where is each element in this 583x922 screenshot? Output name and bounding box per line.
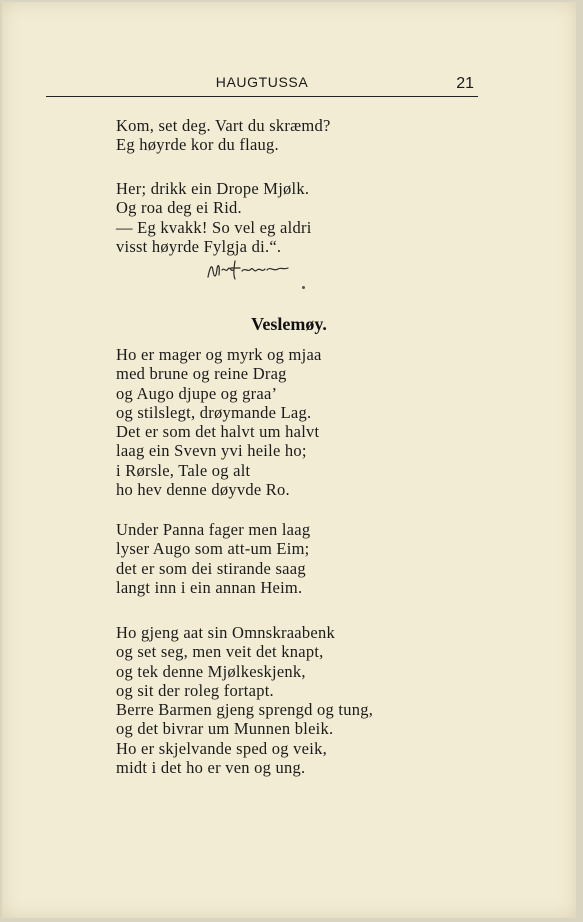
verse-line: Ho gjeng aat sin Omnskraabenk bbox=[116, 623, 335, 642]
verse-line: lyser Augo som att-um Eim; bbox=[116, 539, 310, 559]
verse-line: Ho er skjelvande sped og veik, bbox=[116, 738, 327, 758]
verse-line: Ho er mager og myrk og mjaa bbox=[116, 345, 322, 364]
poem-stanza-1 bbox=[116, 345, 322, 499]
verse-line: Eg høyrde kor du flaug. bbox=[116, 135, 279, 155]
page-header bbox=[46, 74, 478, 97]
verse-line: det er som dei stirande saag bbox=[116, 558, 306, 578]
poem-title: Veslemøy. bbox=[251, 314, 327, 334]
stanza-top-1 bbox=[116, 116, 331, 155]
verse-line: i Rørsle, Tale og alt bbox=[116, 460, 251, 480]
verse-line: Det er som det halvt um halvt bbox=[116, 422, 320, 442]
verse-line: midt i det ho er ven og ung. bbox=[116, 758, 306, 778]
verse-line: Under Panna fager men laag bbox=[116, 520, 311, 539]
verse-line: Og roa deg ei Rid. bbox=[116, 198, 242, 218]
verse-line: Kom, set deg. Vart du skræmd? bbox=[116, 116, 331, 135]
verse-line: med brune og reine Drag bbox=[116, 364, 287, 384]
verse-line: og Augo djupe og graa’ bbox=[116, 383, 278, 403]
page-number: 21 bbox=[456, 75, 474, 92]
running-title: HAUGTUSSA bbox=[215, 74, 309, 90]
verse-line: og sit der roleg fortapt. bbox=[116, 680, 274, 700]
verse-line: laag ein Svevn yvi heile ho; bbox=[116, 441, 307, 461]
verse-line: visst høyrde Fylgja di.“. bbox=[116, 236, 282, 256]
poem-stanza-3 bbox=[116, 623, 373, 777]
verse-line: og stilslegt, drøymande Lag. bbox=[116, 402, 312, 422]
verse-line: Her; drikk ein Drope Mjølk. bbox=[116, 179, 310, 198]
verse-line: ho hev denne døyvde Ro. bbox=[116, 480, 290, 500]
poem-stanza-2 bbox=[116, 520, 310, 597]
verse-line: og set seg, men veit det knapt, bbox=[116, 642, 324, 662]
verse-line: og tek denne Mjølkeskjenk, bbox=[116, 661, 306, 681]
verse-line: Berre Barmen gjeng sprengd og tung, bbox=[116, 700, 374, 720]
ink-dot bbox=[302, 286, 305, 289]
handwritten-signature bbox=[204, 257, 296, 283]
stanza-top-2 bbox=[116, 179, 312, 256]
verse-line: og det bivrar um Munnen bleik. bbox=[116, 719, 334, 739]
book-page bbox=[2, 2, 576, 918]
verse-line: — Eg kvakk! So vel eg aldri bbox=[116, 217, 312, 237]
verse-line: langt inn i ein annan Heim. bbox=[116, 577, 303, 597]
